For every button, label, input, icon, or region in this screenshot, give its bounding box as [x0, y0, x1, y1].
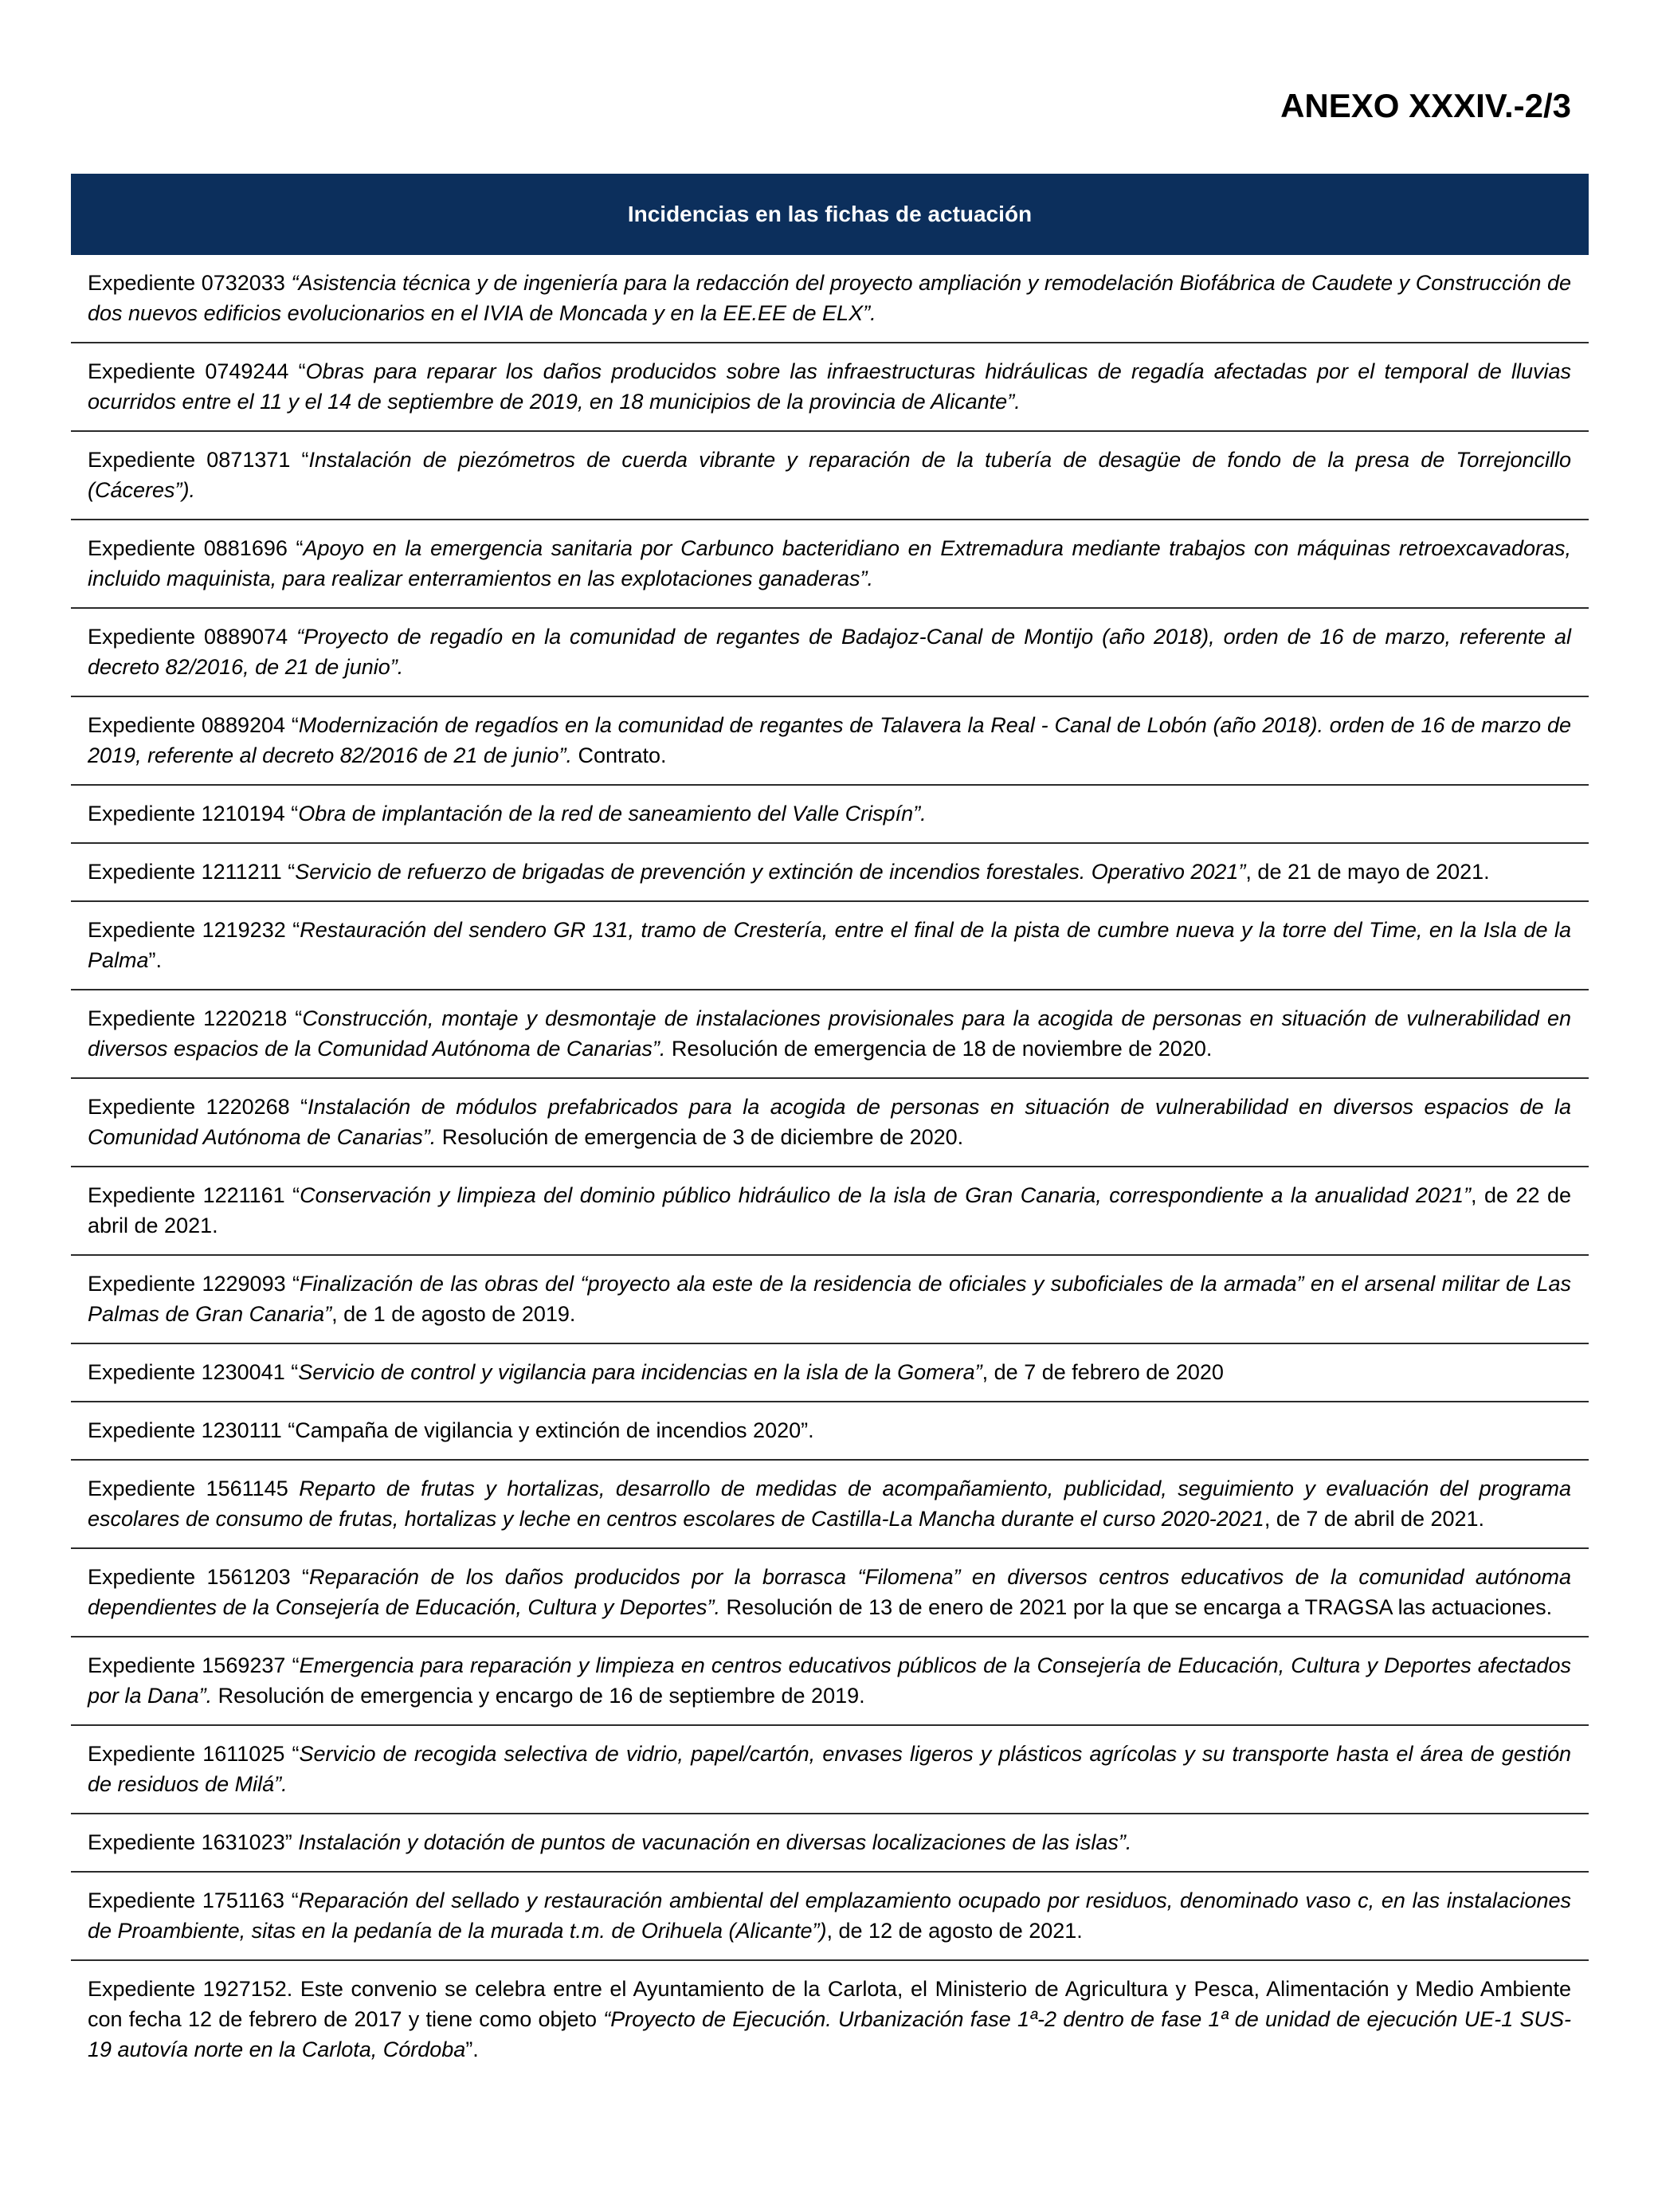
text-segment: Resolución de emergencia de 18 de noviembre de 2020.: [665, 1037, 1213, 1061]
table-row: [71, 607, 1589, 696]
text-segment: , de 1 de agosto de 2019.: [331, 1302, 576, 1326]
table-row: [71, 342, 1589, 430]
text-segment: Contrato.: [571, 743, 667, 767]
table-row: [71, 989, 1589, 1077]
table-row: [71, 1959, 1589, 2078]
italic-text-segment: Modernización de regadíos en la comunidad de regantes de Talavera la Real - Canal de Lobón (año 2018). orden de 16 de marzo de 2019, referente al decreto 82/2016 de 21 de junio”.: [88, 713, 1572, 767]
text-segment: Expediente 1210194 “: [88, 802, 299, 826]
text-segment: , de 7 de abril de 2021.: [1264, 1507, 1485, 1531]
table-row: [71, 1813, 1589, 1871]
text-segment: Expediente 1211211 “: [88, 860, 296, 884]
text-segment: Expediente 1569237 “: [88, 1653, 300, 1677]
table-row: [71, 1636, 1589, 1724]
text-segment: Resolución de emergencia de 3 de diciembre de 2020.: [436, 1125, 964, 1149]
table-header: Incidencias en las fichas de actuación: [71, 174, 1589, 255]
table-row: [71, 696, 1589, 784]
table-row: [71, 519, 1589, 607]
text-segment: , de 21 de mayo de 2021.: [1245, 860, 1490, 884]
text-segment: Expediente 1220268 “: [88, 1095, 308, 1119]
italic-text-segment: “Proyecto de regadío en la comunidad de regantes de Badajoz-Canal de Montijo (año 2018), orden de 16 de marzo, referente al decreto 82/2016, de 21 de junio”.: [88, 625, 1571, 679]
text-segment: Expediente 1220218 “: [88, 1006, 303, 1030]
italic-text-segment: “Proyecto de Ejecución. Urbanización fase 1ª-2 dentro de fase 1ª de unidad de ejecución UE-1 SUS-19 autovía norte en la Carlota, Córdoba: [88, 2007, 1571, 2061]
table-row: [71, 430, 1589, 519]
text-segment: Expediente 1229093 “: [88, 1272, 300, 1296]
text-segment: Expediente 0749244 “: [88, 359, 306, 383]
text-segment: Resolución de emergencia y encargo de 16 de septiembre de 2019.: [212, 1684, 865, 1708]
italic-text-segment: Instalación de piezómetros de cuerda vibrante y reparación de la tubería de desagüe de fondo de la presa de Torrejoncillo (Cáceres”).: [88, 448, 1571, 502]
text-segment: Expediente 1561203 “: [88, 1565, 309, 1589]
text-segment: Expediente 1751163 “: [88, 1888, 299, 1912]
table-row: [71, 1343, 1589, 1401]
text-segment: Expediente 1221161 “: [88, 1183, 300, 1207]
italic-text-segment: Reparto de frutas y hortalizas, desarrollo de medidas de acompañamiento, publicidad, seguimiento y evaluación del programa escolares de consumo de frutas, hortalizas y leche en centros escolares de Castilla-La Mancha durante el curso 2020-2021: [88, 1477, 1572, 1531]
italic-text-segment: Servicio de control y vigilancia para incidencias en la isla de la Gomera”: [298, 1360, 982, 1384]
text-segment: Expediente 0881696 “: [88, 536, 304, 560]
italic-text-segment: Reparación de los daños producidos por la borrasca “Filomena” en diversos centros educativos de la comunidad autónoma dependientes de la Consejería de Educación, Cultura y Deportes”.: [88, 1565, 1571, 1619]
italic-text-segment: Instalación de módulos prefabricados para la acogida de personas en situación de vulnerabilidad en diversos espacios de la Comunidad Autónoma de Canarias”.: [88, 1095, 1572, 1149]
italic-text-segment: Conservación y limpieza del dominio público hidráulico de la isla de Gran Canaria, correspondiente a la anualidad 2021”: [300, 1183, 1471, 1207]
text-segment: , de 12 de agosto de 2021.: [826, 1919, 1083, 1943]
text-segment: Expediente 1611025 “: [88, 1742, 300, 1766]
text-segment: ”.: [148, 948, 163, 972]
text-segment: Expediente 0732033: [88, 271, 292, 295]
table-row: [71, 1459, 1589, 1547]
text-segment: ”.: [465, 2037, 479, 2061]
italic-text-segment: Emergencia para reparación y limpieza en centros educativos públicos de la Consejería de Educación, Cultura y Deportes afectados por la Dana”.: [88, 1653, 1571, 1708]
italic-text-segment: Servicio de recogida selectiva de vidrio, papel/cartón, envases ligeros y plásticos agrícolas y su transporte hasta el área de gestión de residuos de Milá”.: [88, 1742, 1571, 1796]
text-segment: Expediente 1927152. Este convenio se celebra entre el Ayuntamiento de la Carlota, el Ministerio de Agricultura y Pesca, Alimentación y Medio Ambiente con fecha 12 de febrero de 2017 y tiene como objeto: [88, 1977, 1571, 2031]
table-row: [71, 1166, 1589, 1254]
table-row: [71, 1871, 1589, 1959]
text-segment: Expediente 1561145: [88, 1477, 300, 1500]
text-segment: Expediente 0871371 “: [88, 448, 309, 472]
italic-text-segment: Restauración del sendero GR 131, tramo de Crestería, entre el final de la pista de cumbre nueva y la torre del Time, en la Isla de la Palma: [88, 918, 1571, 972]
italic-text-segment: “Asistencia técnica y de ingeniería para la redacción del proyecto ampliación y remodelación Biofábrica de Caudete y Construcción de dos nuevos edificios evolucionarios en el IVIA de Moncada y en la EE.EE de ELX”.: [88, 271, 1571, 325]
italic-text-segment: Apoyo en la emergencia sanitaria por Carbunco bacteridiano en Extremadura mediante trabajos con máquinas retroexcavadoras, incluido maquinista, para realizar enterramientos en las explotaciones ganaderas”.: [88, 536, 1571, 590]
italic-text-segment: Construcción, montaje y desmontaje de instalaciones provisionales para la acogida de personas en situación de vulnerabilidad en diversos espacios de la Comunidad Autónoma de Canarias”.: [88, 1006, 1571, 1061]
italic-text-segment: Obras para reparar los daños producidos sobre las infraestructuras hidráulicas de regadía afectadas por el temporal de lluvias ocurridos entre el 11 y el 14 de septiembre de 2019, en 18 municipios de la provincia de Alicante”.: [88, 359, 1571, 414]
text-segment: Expediente 1230111 “Campaña de vigilancia y extinción de incendios 2020”.: [88, 1418, 814, 1442]
text-segment: , de 22 de abril de 2021.: [88, 1183, 1571, 1237]
text-segment: Expediente 1230041 “: [88, 1360, 299, 1384]
table-row: [71, 1547, 1589, 1636]
text-segment: , de 7 de febrero de 2020: [982, 1360, 1224, 1384]
table-body: [71, 255, 1589, 2078]
annex-title: ANEXO XXXIV.-2/3: [1280, 87, 1571, 124]
table-row: [71, 255, 1589, 342]
table-row: [71, 1401, 1589, 1459]
text-segment: Resolución de 13 de enero de 2021 por la que se encarga a TRAGSA las actuaciones.: [719, 1595, 1553, 1619]
text-segment: Expediente 1219232 “: [88, 918, 300, 942]
text-segment: Expediente 0889204 “: [88, 713, 299, 737]
italic-text-segment: Obra de implantación de la red de saneamiento del Valle Crispín”.: [298, 802, 927, 826]
table-row: [71, 842, 1589, 900]
text-segment: Expediente 1631023”: [88, 1830, 299, 1854]
text-segment: Expediente 0889074: [88, 625, 297, 649]
table-row: [71, 784, 1589, 842]
italic-text-segment: Instalación y dotación de puntos de vacunación en diversas localizaciones de las islas”.: [298, 1830, 1132, 1854]
italic-text-segment: Reparación del sellado y restauración ambiental del emplazamiento ocupado por residuos, denominado vaso c, en las instalaciones de Proambiente, sitas en la pedanía de la murada t.m. de Orihuela (Alicante”): [88, 1888, 1571, 1943]
incidencias-table: [71, 174, 1589, 2078]
table-row: [71, 900, 1589, 989]
italic-text-segment: Finalización de las obras del “proyecto ala este de la residencia de oficiales y suboficiales de la armada” en el arsenal militar de Las Palmas de Gran Canaria”: [88, 1272, 1571, 1326]
table-row: [71, 1724, 1589, 1813]
table-row: [71, 1077, 1589, 1166]
table-row: [71, 1254, 1589, 1343]
italic-text-segment: Servicio de refuerzo de brigadas de prevención y extinción de incendios forestales. Operativo 2021”: [295, 860, 1246, 884]
